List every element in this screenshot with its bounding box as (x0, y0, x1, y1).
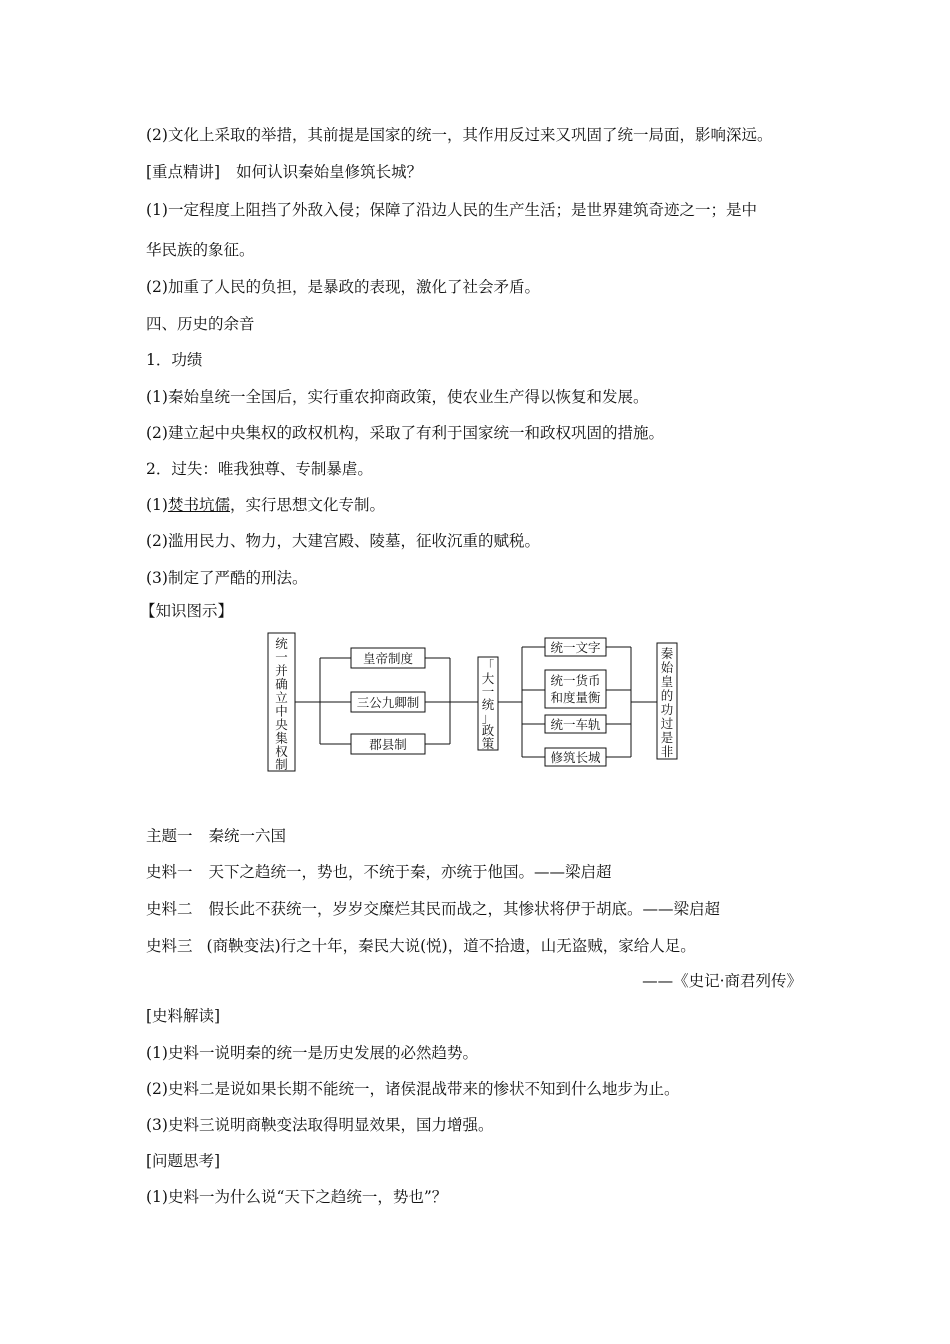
final-char-4: 功 (660, 702, 674, 717)
left-char-6: 央 (275, 717, 288, 732)
source-3 (146, 936, 696, 956)
question-1: (1)史料一为什么说“天下之趋统一，势也”？ (146, 1188, 448, 1206)
center-box-text (482, 658, 495, 751)
middle-item-1: 皇帝制度 (362, 651, 414, 666)
merit-2: (2)建立起中央集权的政权机构，采取了有利于国家统一和政权巩固的措施。 (146, 424, 664, 442)
final-char-7: 非 (660, 744, 674, 759)
left-char-0: 统 (275, 636, 288, 651)
fault-3: (3)制定了严酷的刑法。 (146, 569, 308, 587)
final-box-text (661, 646, 674, 759)
source-3-label: 史料三 (146, 937, 193, 955)
center-char-2: 一 (481, 684, 495, 699)
left-char-2: 并 (275, 663, 288, 678)
center-char-5: 政 (481, 723, 495, 738)
final-char-1: 始 (660, 660, 674, 675)
final-char-3: 的 (660, 688, 674, 703)
source-1-text: 天下之趋统一，势也，不统于秦，亦统于他国。——梁启超 (208, 863, 612, 881)
final-char-2: 皇 (660, 674, 674, 689)
wall-point-1b: 华民族的象征。 (146, 241, 255, 259)
wall-point-1a: (1)一定程度上阻挡了外敌入侵；保障了沿边人民的生产生活；是世界建筑奇迹之一；是中 (146, 201, 757, 219)
reading-tag: [史料解读] (146, 1007, 221, 1025)
fault-title: 2．过失：唯我独尊、专制暴虐。 (146, 460, 373, 478)
left-char-8: 权 (275, 744, 288, 759)
left-char-1: 一 (275, 649, 288, 665)
source-2 (146, 899, 720, 919)
culture-point-2: (2)文化上采取的举措，其前提是国家的统一，其作用反过来又巩固了统一局面，影响深远。 (146, 126, 773, 144)
merit-title: 1．功绩 (146, 351, 203, 369)
source-3-citation: ——《史记·商君列传》 (642, 972, 802, 990)
final-char-5: 过 (660, 716, 674, 731)
source-3-text: (商鞅变法)行之十年，秦民大说(悦)，道不拾遗，山无盗贼，家给人足。 (206, 937, 696, 955)
question-tag: [问题思考] (146, 1152, 221, 1170)
topic-one-title (146, 826, 286, 846)
left-box-text (275, 636, 288, 772)
fault-1-prefix: (1) (146, 496, 168, 514)
right-item-2a: 统一货币 (550, 673, 601, 688)
left-char-7: 集 (275, 730, 288, 746)
right-item-4: 修筑长城 (550, 750, 601, 765)
center-char-3: 统 (481, 697, 495, 712)
fault-1-underlined: 焚书坑儒 (167, 496, 230, 514)
final-char-0: 秦 (660, 646, 674, 661)
source-1-label: 史料一 (146, 863, 193, 881)
source-2-text: 假长此不获统一，岁岁交糜烂其民而战之，其惨状将伊于胡底。——梁启超 (208, 900, 721, 918)
left-char-3: 确 (275, 676, 288, 692)
focus-question: 如何认识秦始皇修筑长城？ (236, 163, 423, 181)
right-item-3: 统一车轨 (550, 717, 601, 732)
middle-item-2: 三公九卿制 (356, 695, 420, 710)
center-char-0: 「 (481, 658, 495, 673)
section-four-title: 四、历史的余音 (146, 315, 255, 333)
diagram-heading: 【知识图示】 (140, 602, 234, 620)
center-char-6: 策 (481, 736, 495, 751)
topic-one-text: 秦统一六国 (208, 827, 287, 845)
center-char-1: 大 (481, 671, 495, 686)
wall-point-2: (2)加重了人民的负担，是暴政的表现，激化了社会矛盾。 (146, 278, 540, 296)
left-char-9: 制 (275, 757, 288, 772)
right-item-2b: 和度量衡 (550, 690, 601, 705)
reading-2: (2)史料二是说如果长期不能统一，诸侯混战带来的惨状不知到什么地步为止。 (146, 1080, 680, 1098)
left-char-5: 中 (275, 703, 288, 719)
reading-1: (1)史料一说明秦的统一是历史发展的必然趋势。 (146, 1044, 478, 1062)
source-1 (146, 862, 612, 882)
middle-item-3: 郡县制 (369, 737, 407, 752)
source-2-label: 史料二 (146, 900, 193, 918)
topic-one-label: 主题一 (146, 827, 193, 845)
focus-tag: [重点精讲] (146, 163, 221, 181)
center-char-4: 」 (481, 710, 495, 725)
fault-1-suffix: ，实行思想文化专制。 (229, 496, 385, 514)
right-item-1: 统一文字 (550, 640, 601, 655)
merit-1: (1)秦始皇统一全国后，实行重农抑商政策，使农业生产得以恢复和发展。 (146, 388, 649, 406)
fault-2: (2)滥用民力、物力，大建宫殿、陵墓，征收沉重的赋税。 (146, 532, 540, 550)
final-char-6: 是 (660, 730, 674, 745)
left-char-4: 立 (275, 690, 288, 705)
reading-3: (3)史料三说明商鞅变法取得明显效果，国力增强。 (146, 1116, 494, 1134)
